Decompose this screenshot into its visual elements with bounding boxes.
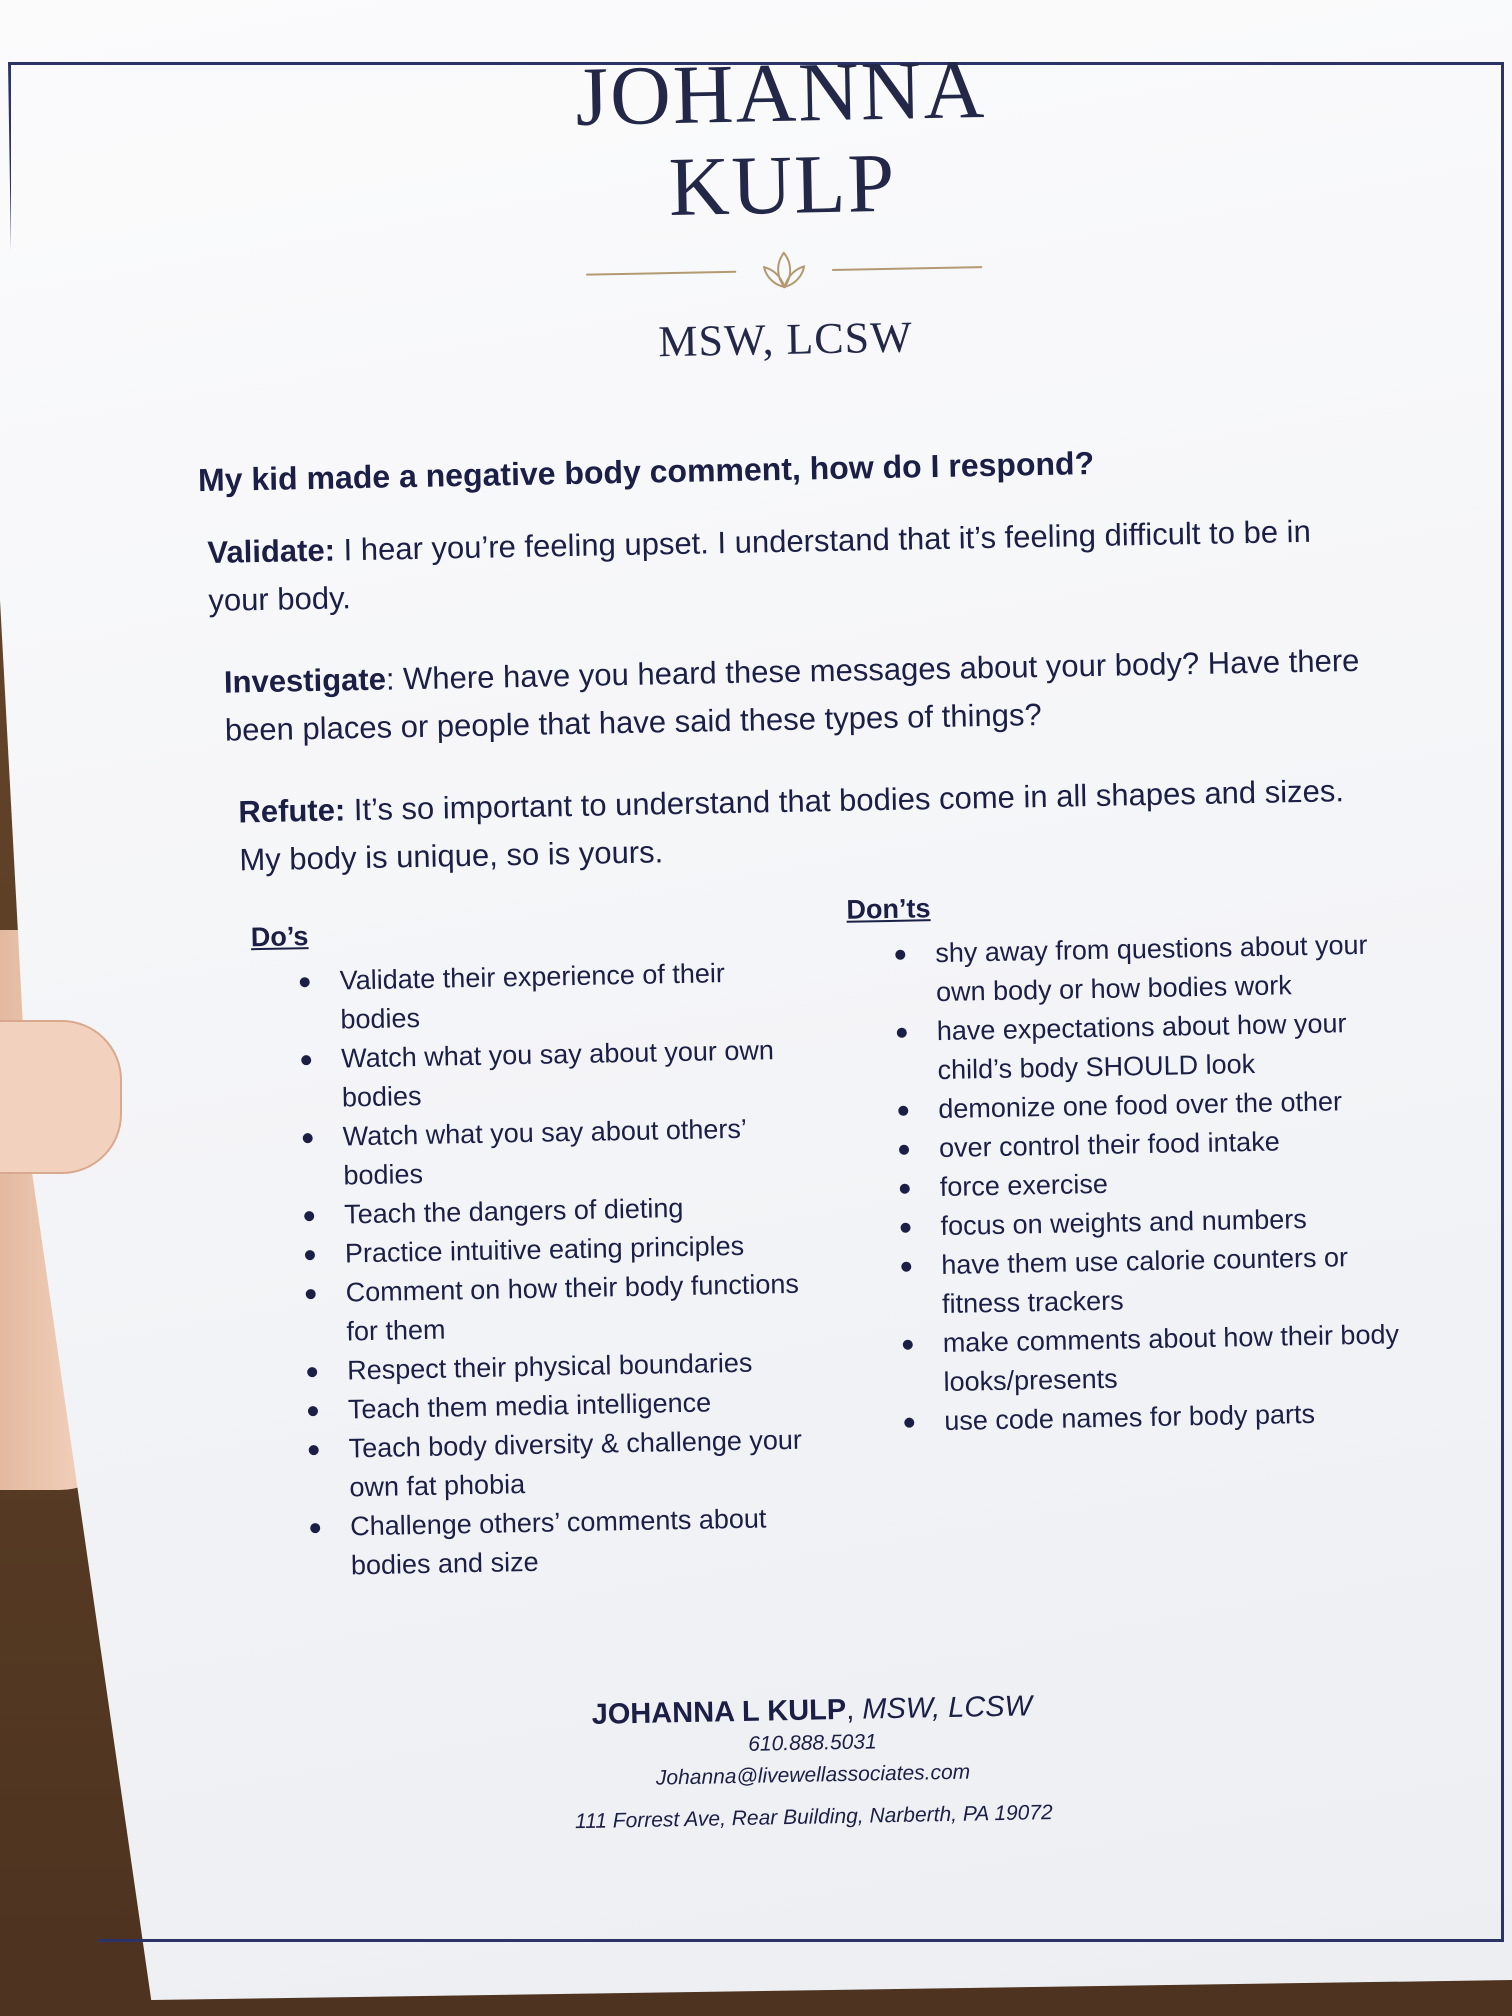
footer-phone: 610.888.5031 bbox=[747, 1730, 877, 1756]
investigate-paragraph bbox=[224, 637, 1376, 755]
divider-line-right bbox=[832, 266, 982, 271]
ornament-divider bbox=[584, 242, 985, 300]
investigate-label: Investigate bbox=[223, 661, 387, 700]
thumb bbox=[0, 1020, 122, 1174]
list-item: demonize one food over the other bbox=[938, 1081, 1411, 1129]
validate-label: Validate: bbox=[207, 532, 336, 570]
footer-email: Johanna@livewellassociates.com bbox=[655, 1760, 971, 1790]
refute-label: Refute: bbox=[238, 792, 346, 830]
footer-address: 111 Forrest Ave, Rear Building, Narberth, PA 19072 bbox=[574, 1800, 1053, 1834]
donts-heading: Don’ts bbox=[846, 893, 931, 925]
list-item: Comment on how their body functions for them bbox=[345, 1264, 818, 1351]
validate-text: I hear you’re feeling upset. I understand that it’s feeling difficult to be in your body. bbox=[208, 513, 1312, 618]
validate-paragraph bbox=[207, 507, 1369, 625]
refute-text: It’s so important to understand that bodies come in all shapes and sizes. My body is unique, so is yours. bbox=[239, 773, 1345, 878]
dos-donts-section bbox=[250, 893, 1439, 1587]
list-item: Practice intuitive eating principles bbox=[345, 1225, 818, 1273]
list-item: have them use calorie counters or fitness trackers bbox=[941, 1237, 1414, 1324]
footer-credentials: MSW, LCSW bbox=[861, 1690, 1033, 1726]
contact-footer bbox=[182, 1683, 1444, 1842]
list-item: over control their food intake bbox=[939, 1120, 1412, 1168]
list-item: force exercise bbox=[939, 1159, 1412, 1207]
investigate-text: : Where have you heard these messages about your body? Have there been places or people that have said these types of things? bbox=[224, 642, 1360, 748]
footer-separator: , bbox=[845, 1693, 863, 1726]
refute-paragraph bbox=[238, 767, 1380, 885]
divider-line-left bbox=[586, 271, 736, 276]
list-item: Respect their physical boundaries bbox=[347, 1342, 820, 1390]
list-item: Watch what you say about others’ bodies bbox=[342, 1108, 815, 1195]
letterhead bbox=[150, 36, 1416, 377]
list-item: use code names for body parts bbox=[944, 1393, 1417, 1441]
dos-column bbox=[250, 907, 823, 1587]
letterhead-name-last: KULP bbox=[667, 136, 898, 235]
document-content bbox=[150, 36, 1444, 1842]
list-item: have expectations about how your child’s body SHOULD look bbox=[936, 1003, 1409, 1090]
list-item: Watch what you say about your own bodies bbox=[341, 1030, 814, 1117]
footer-name: JOHANNA L KULP bbox=[591, 1693, 847, 1731]
list-item: focus on weights and numbers bbox=[940, 1198, 1413, 1246]
dos-heading: Do’s bbox=[250, 921, 309, 953]
list-item: make comments about how their body looks/presents bbox=[942, 1315, 1415, 1402]
lotus-icon bbox=[754, 248, 815, 293]
list-item: shy away from questions about your own body or how bodies work bbox=[935, 925, 1408, 1012]
list-item: Validate their experience of their bodies bbox=[339, 952, 812, 1039]
list-item: Challenge others’ comments about bodies and size bbox=[350, 1498, 823, 1585]
list-item: Teach them media intelligence bbox=[348, 1381, 821, 1429]
list-item: Teach the dangers of dieting bbox=[344, 1186, 817, 1234]
letterhead-credentials: MSW, LCSW bbox=[657, 312, 914, 367]
dos-list bbox=[251, 952, 823, 1587]
donts-list bbox=[847, 925, 1417, 1443]
page-title: My kid made a negative body comment, how do I respond? bbox=[197, 444, 1095, 499]
list-item: Teach body diversity & challenge your own fat phobia bbox=[348, 1420, 821, 1507]
letterhead-name-first: JOHANNA bbox=[574, 42, 987, 144]
donts-column bbox=[846, 893, 1419, 1576]
